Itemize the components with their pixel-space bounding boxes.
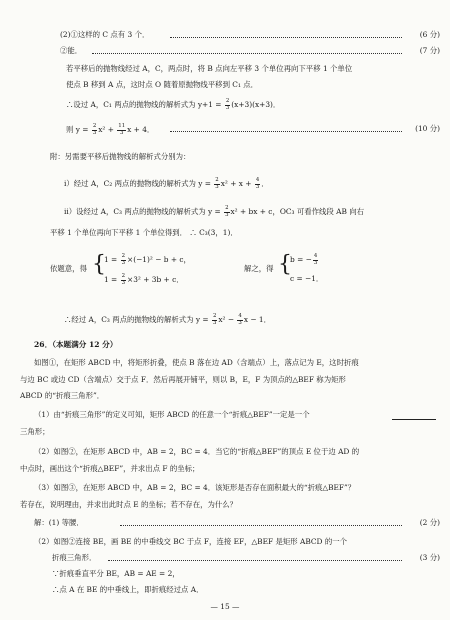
formula-prefix: ∴设过 A，C₁ 两点的抛物线的解析式为 y+1 = <box>66 100 224 110</box>
body-text: 若存在，说明理由，并求出此时点 E 的坐标；若不存在，为什么？ <box>20 500 238 509</box>
formula-mid: x² + <box>98 125 117 135</box>
dot-leader <box>92 53 402 54</box>
fraction <box>237 314 242 326</box>
fraction <box>313 254 318 266</box>
fraction-numerator: 2 <box>225 98 230 104</box>
dot-leader <box>120 525 402 526</box>
formula-text <box>66 99 280 111</box>
fraction <box>224 206 229 218</box>
fraction-denominator: 3 <box>121 259 126 266</box>
fraction-denominator: 3 <box>238 319 242 326</box>
left-brace: { <box>278 252 292 277</box>
equation-row <box>104 274 184 286</box>
question-heading: 26．（本题满分 12 分） <box>34 340 118 349</box>
fraction-numerator: 2 <box>212 313 217 319</box>
dot-leader <box>108 560 402 561</box>
formula-tail: x + 4． <box>127 125 155 135</box>
solution-row: c = −1． <box>290 274 324 283</box>
fraction <box>214 178 219 190</box>
fraction-numerator: 2 <box>215 177 219 183</box>
equation-system <box>0 252 450 292</box>
score-label: (2 分) <box>419 518 440 527</box>
equation-row <box>104 254 191 266</box>
answer-text: 折痕三角形． <box>52 553 97 562</box>
fraction-denominator: 3 <box>255 183 260 190</box>
body-text: （2）如图②，在矩形 ABCD 中，AB = 2，BC = 4．当它的“折痕△BEF”的顶点 E 位于边 AD 的 <box>34 447 360 456</box>
fraction-denominator: 3 <box>313 259 318 266</box>
answer-text: ∵折痕垂直平分 BE，AB = AE = 2， <box>52 569 180 578</box>
body-text: 中点时，画出这个“折痕△BEF”，并求出点 F 的坐标； <box>20 464 200 473</box>
sol-prefix: b = − <box>290 255 312 265</box>
formula-tail: x² + bx + c，OC₃ 可看作线段 AB 向右 <box>230 207 365 217</box>
score-label: (3 分) <box>419 553 440 562</box>
score-label: (10 分) <box>415 124 440 133</box>
fraction-numerator: 2 <box>225 205 229 211</box>
formula-tail: (x+3)(x+3)． <box>231 100 281 110</box>
score-label: (6 分) <box>419 30 440 39</box>
formula-prefix: ∴经过 A，C₃ 两点的抛物线的解析式为 y = <box>64 315 211 325</box>
answer-text: (2)①这样的 C 点有 3 个． <box>60 30 150 39</box>
fraction <box>255 178 260 190</box>
answer-text: ∴点 A 在 BE 的中垂线上，即折痕经过点 A． <box>52 585 204 594</box>
fraction-denominator: 3 <box>121 279 126 286</box>
formula-prefix: ii）设经过 A，C₃ 两点的抛物线的解析式为 y = <box>64 207 224 217</box>
body-text: 若平移后的抛物线经过 A，C，两点时，将 B 点向左平移 3 个单位再向下平移 1 个单位 <box>66 64 353 73</box>
fraction-numerator: 4 <box>255 177 260 183</box>
formula-text <box>64 206 364 218</box>
fraction-numerator: 4 <box>238 313 242 319</box>
answer-blank <box>392 419 436 420</box>
fraction-denominator: 3 <box>92 129 97 136</box>
fraction-numerator: 2 <box>92 123 97 129</box>
formula-prefix: 则 y = <box>66 125 91 135</box>
answer-text: （2）如图②连接 BE，画 BE 的中垂线交 BC 于点 F，连接 EF，△BEF 是矩形 ABCD 的一个 <box>34 537 348 546</box>
fraction-numerator: 4 <box>313 253 318 259</box>
body-text: 与边 BC 或边 CD（含端点）交于点 F．然后再展开铺平，则以 B，E，F 为顶点的△BEF 称为矩形 <box>20 375 346 384</box>
fraction-denominator: 3 <box>225 104 230 111</box>
formula-tail: x² − <box>218 315 237 325</box>
fraction-denominator: 3 <box>119 129 124 136</box>
eq-prefix: 1 = <box>104 255 120 265</box>
fraction <box>117 124 126 136</box>
fraction-numerator: 11 <box>118 123 126 129</box>
body-text: 使点 B 移到 A 点，这时点 O 随着原抛物线平移到 C₁ 点． <box>66 80 259 89</box>
fraction <box>225 99 230 111</box>
page-number: — 15 — <box>210 602 240 611</box>
formula-tail: x² + x + <box>220 179 254 189</box>
body-text: （1）由“折痕三角形”的定义可知，矩形 ABCD 的任意一个“折痕△BEF”一定是一个 <box>34 410 310 419</box>
answer-text: 解：(1) 等腰． <box>34 518 84 527</box>
fraction-numerator: 2 <box>121 253 126 259</box>
eq-prefix: 1 = <box>104 275 120 285</box>
dot-leader <box>170 37 402 38</box>
body-text: 如图①，在矩形 ABCD 中，将矩形折叠，使点 B 落在边 AD（含端点）上，落点记为 E，这时折痕 <box>34 358 359 367</box>
fraction-denominator: 3 <box>212 319 217 326</box>
body-text: 依题意，得 <box>50 264 87 273</box>
formula-text <box>66 124 154 136</box>
left-brace: { <box>92 252 106 277</box>
body-text: 平移 1 个单位再向下平移 1 个单位得到． ∴ C₃(3，1)． <box>50 228 238 237</box>
formula-text <box>64 178 269 190</box>
body-text: 解之，得 <box>244 264 274 273</box>
fraction-denominator: 3 <box>225 211 229 218</box>
eq-tail: ×(−1)² − b + c， <box>127 255 191 265</box>
body-text: （3）如图③，在矩形 ABCD 中，AB = 2，BC = 4．该矩形是否存在面积最大的“折痕△BEF”？ <box>34 483 356 492</box>
body-text: 三角形； <box>20 427 50 436</box>
fraction <box>121 274 126 286</box>
body-text: ABCD 的“折痕三角形”． <box>20 391 105 400</box>
fraction <box>212 314 217 326</box>
solution-row <box>290 254 319 266</box>
formula-text <box>64 314 271 326</box>
formula-end: x − 1． <box>243 315 271 325</box>
score-label: (7 分) <box>419 46 440 55</box>
answer-text: ②能． <box>60 46 83 55</box>
fraction <box>121 254 126 266</box>
formula-prefix: i）经过 A，C₂ 两点的抛物线的解析式为 y = <box>64 179 214 189</box>
formula-end: ． <box>261 179 269 189</box>
fraction <box>92 124 97 136</box>
dot-leader <box>170 131 402 132</box>
fraction-numerator: 2 <box>121 273 126 279</box>
body-text: 附：另需要平移后抛物线的解析式分别为： <box>50 152 191 161</box>
fraction-denominator: 3 <box>215 183 219 190</box>
eq-tail: ×3² + 3b + c． <box>127 275 184 285</box>
